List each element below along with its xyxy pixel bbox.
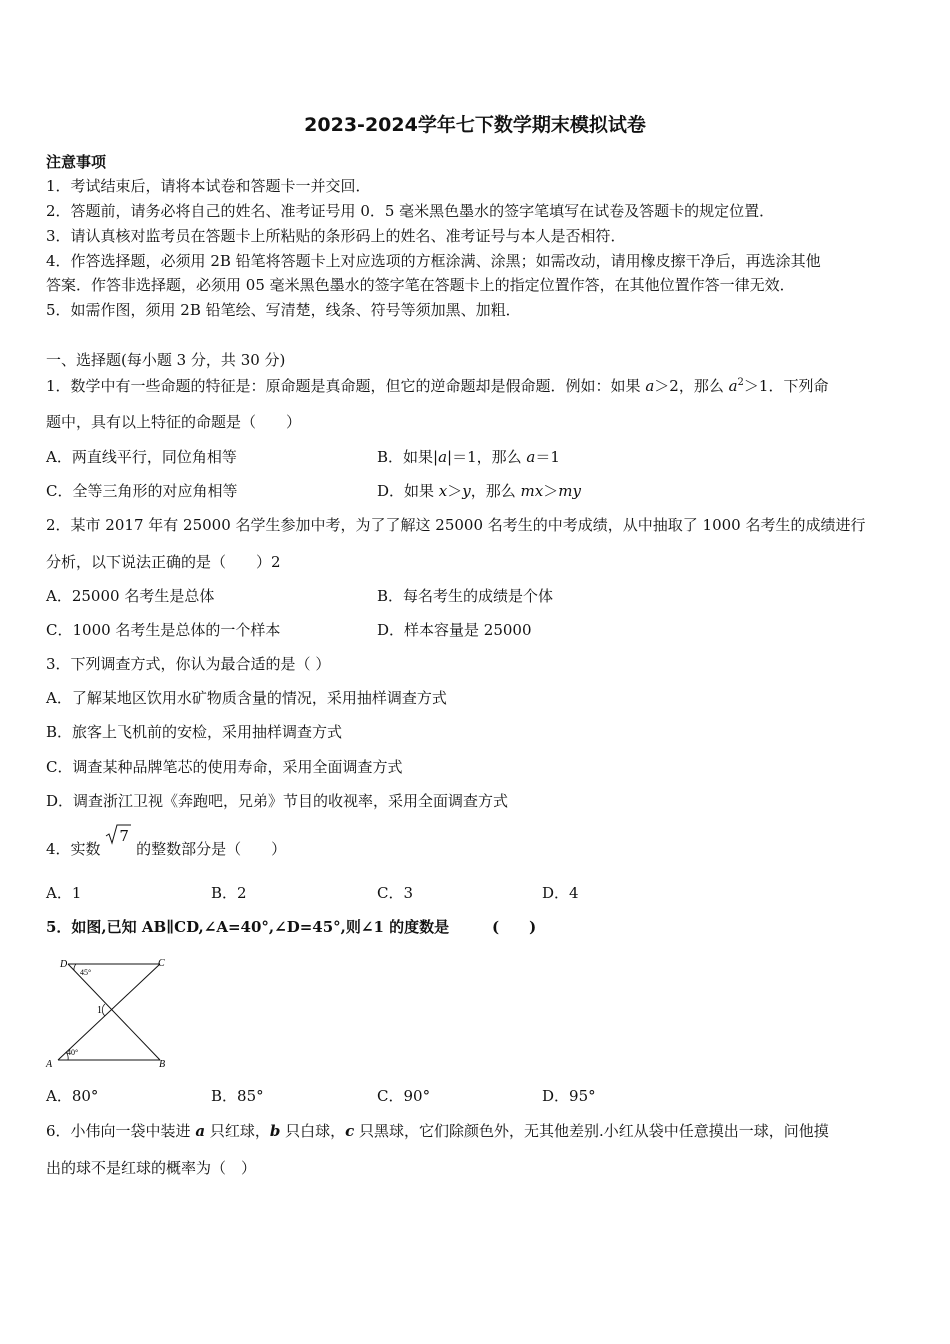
q1-option-d	[377, 481, 581, 501]
label-c: C	[158, 958, 165, 969]
q1-option-d-my: my	[558, 482, 581, 500]
label-angle-a: 40°	[67, 1048, 79, 1057]
q1-exponent: 2	[737, 377, 744, 388]
q1-option-d-y: y	[462, 482, 471, 500]
q6-text-mid1: 只红球，	[205, 1122, 270, 1140]
angle-d-arc	[74, 964, 76, 970]
q1-text-pre: 1．数学中有一些命题的特征是：原命题是真命题，但它的逆命题却是假命题．例如：如果	[46, 377, 646, 395]
q1-option-b-mid: |＝1，那么	[447, 448, 527, 466]
label-angle-d: 45°	[80, 968, 92, 977]
q1-option-d-gt2: ＞	[543, 482, 559, 500]
q4-text-post: 的整数部分是（ ）	[131, 840, 287, 858]
q1-option-b-var: a	[438, 448, 448, 466]
q5-stem: 5．如图,已知 AB∥CD,∠A=40°,∠D=45°,则∠1 的度数是	[46, 918, 450, 936]
line-ac	[58, 964, 160, 1060]
q2-option-c: C．1000 名考生是总体的一个样本	[46, 621, 281, 639]
q1-option-b	[377, 447, 560, 467]
q6-var-a: a	[195, 1122, 206, 1140]
q5-figure	[40, 952, 180, 1072]
q3-stem: 3．下列调查方式，你认为最合适的是（ ）	[46, 655, 331, 673]
label-b: B	[159, 1059, 166, 1070]
label-angle-1: 1	[97, 1005, 102, 1016]
q1-option-d-gt: ＞	[447, 482, 463, 500]
q6-text-mid3: 只黑球，它们除颜色外，无其他差别.小红从袋中任意摸出一球，问他摸	[354, 1122, 829, 1140]
q4-option-c: C．3	[377, 884, 414, 902]
sqrt-symbol	[105, 827, 131, 856]
q6-text-mid2: 只白球，	[280, 1122, 346, 1140]
notice-item-3: 3．请认真核对监考员在答题卡上所粘贴的条形码上的姓名、准考证号与本人是否相符．	[46, 227, 626, 245]
q6-stem-line2: 出的球不是红球的概率为（ ）	[46, 1159, 257, 1177]
q6-var-b: b	[269, 1122, 281, 1140]
q1-var-a-sq: a	[728, 377, 738, 395]
q2-stem-line1: 2．某市 2017 年有 25000 名学生参加中考，为了了解这 25000 名考生的中考成绩，从中抽取了 1000 名考生的成绩进行	[46, 516, 866, 534]
q1-text-gt2: ＞2，那么	[654, 377, 729, 395]
q1-option-d-mid: ，那么	[470, 482, 521, 500]
q1-var-a: a	[645, 377, 655, 395]
q6-text-pre: 6．小伟向一袋中装进	[46, 1122, 196, 1140]
q1-stem-line1	[46, 376, 828, 396]
q1-option-a: A．两直线平行，同位角相等	[46, 448, 237, 466]
notice-item-2: 2．答题前，请务必将自己的姓名、准考证号用 0．5 毫米黑色墨水的签字笔填写在试卷及答题卡的规定位置．	[46, 202, 775, 220]
section-heading: 一、选择题(每小题 3 分，共 30 分)	[46, 351, 286, 369]
q1-text-gt1: ＞1．下列命	[743, 377, 829, 395]
q1-option-d-x: x	[438, 482, 448, 500]
q1-option-b-pre: B．如果|	[377, 448, 439, 466]
q1-option-c: C．全等三角形的对应角相等	[46, 482, 238, 500]
q2-option-b: B．每名考生的成绩是个体	[377, 587, 554, 605]
q4-option-a: A．1	[46, 884, 82, 902]
q5-option-b: B．85°	[211, 1087, 264, 1105]
notice-item-1: 1．考试结束后，请将本试卷和答题卡一并交回．	[46, 177, 371, 195]
q3-option-d: D．调查浙江卫视《奔跑吧，兄弟》节目的收视率，采用全面调查方式	[46, 792, 509, 810]
notice-item-5: 5．如需作图，须用 2B 铅笔绘、写清楚，线条、符号等须加黑、加粗．	[46, 301, 521, 319]
q2-option-a: A．25000 名考生是总体	[46, 587, 215, 605]
q6-stem-line1	[46, 1121, 829, 1141]
angle-1-arc	[102, 1004, 105, 1016]
q5-option-c: C．90°	[377, 1087, 431, 1105]
q4-option-b: B．2	[211, 884, 247, 902]
q2-option-d: D．样本容量是 25000	[377, 621, 532, 639]
q4-text-pre: 4．实数	[46, 840, 106, 858]
q5-paren: ( )	[492, 918, 537, 936]
radicand: 7	[119, 827, 129, 845]
q1-option-b-var2: a	[526, 448, 536, 466]
notice-heading: 注意事项	[46, 153, 107, 171]
q4-option-d: D．4	[542, 884, 579, 902]
q3-option-b: B．旅客上飞机前的安检，采用抽样调查方式	[46, 723, 343, 741]
label-d: D	[60, 959, 68, 970]
label-a: A	[46, 1059, 53, 1070]
q6-var-c: c	[345, 1122, 355, 1140]
q1-option-d-pre: D．如果	[377, 482, 439, 500]
page-title: 2023-2024学年七下数学期末模拟试卷	[304, 114, 646, 136]
q5-option-d: D．95°	[542, 1087, 596, 1105]
q1-option-b-post: ＝1	[535, 448, 560, 466]
notice-item-4: 4．作答选择题，必须用 2B 铅笔将答题卡上对应选项的方框涂满、涂黑；如需改动，请用橡皮擦干净后，再选涂其他	[46, 252, 821, 270]
q3-option-c: C．调查某种品牌笔芯的使用寿命，采用全面调查方式	[46, 758, 403, 776]
q1-stem-line2: 题中，具有以上特征的命题是（ ）	[46, 413, 302, 431]
q5-option-a: A．80°	[46, 1087, 99, 1105]
q1-option-d-mx: mx	[520, 482, 544, 500]
q2-stem-line2: 分析，以下说法正确的是（ ）2	[46, 553, 281, 571]
q4-stem	[46, 827, 287, 859]
notice-item-4-cont: 答案．作答非选择题，必须用 05 毫米黑色墨水的签字笔在答题卡上的指定位置作答，在其他位置作答一律无效．	[46, 276, 795, 294]
line-db	[68, 964, 160, 1060]
q3-option-a: A．了解某地区饮用水矿物质含量的情况，采用抽样调查方式	[46, 689, 447, 707]
